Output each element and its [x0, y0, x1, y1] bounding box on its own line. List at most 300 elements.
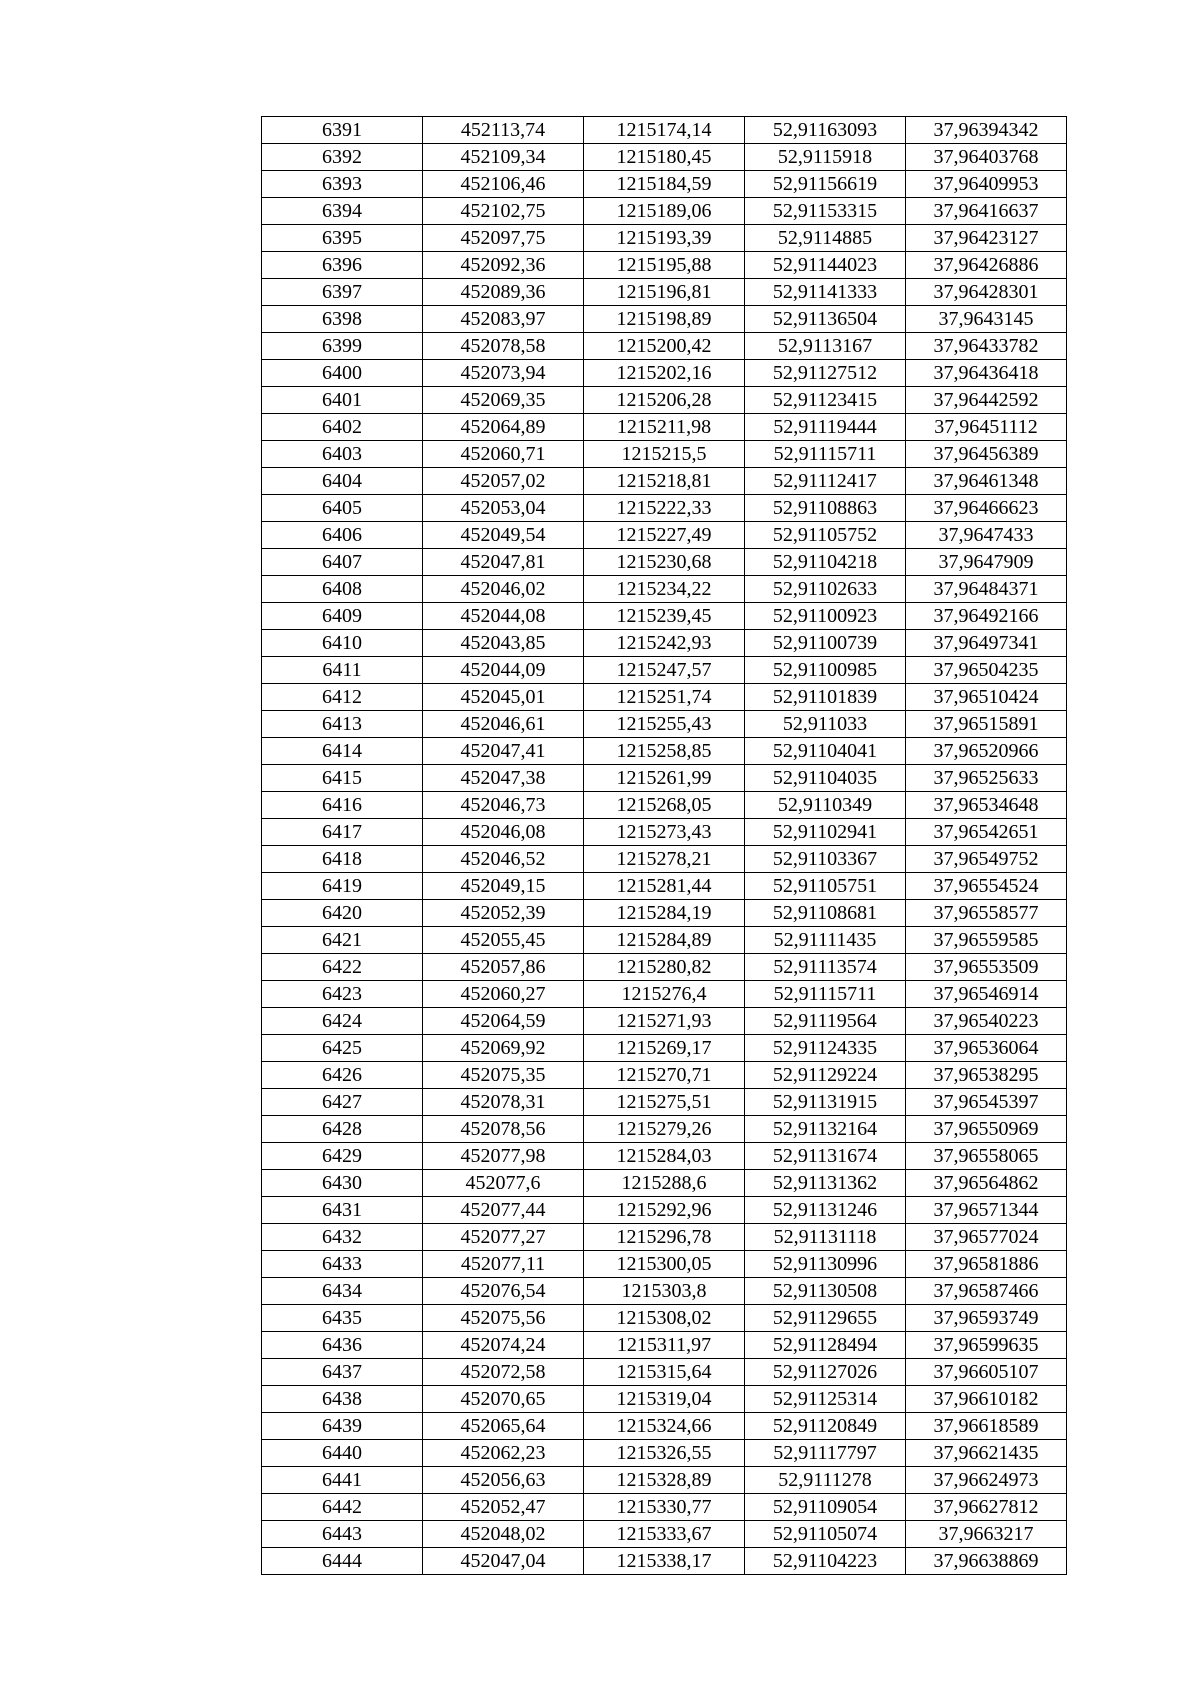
y-coordinate-cell: 1215227,49 [584, 522, 745, 549]
latitude-cell: 52,91104035 [745, 765, 906, 792]
point-number-cell: 6409 [262, 603, 423, 630]
x-coordinate-cell: 452062,23 [423, 1440, 584, 1467]
latitude-cell: 52,91100985 [745, 657, 906, 684]
table-row [262, 171, 1067, 198]
longitude-cell: 37,96564862 [906, 1170, 1067, 1197]
table-row [262, 1170, 1067, 1197]
latitude-cell: 52,91130508 [745, 1278, 906, 1305]
x-coordinate-cell: 452053,04 [423, 495, 584, 522]
y-coordinate-cell: 1215202,16 [584, 360, 745, 387]
point-number-cell: 6438 [262, 1386, 423, 1413]
table-row [262, 522, 1067, 549]
x-coordinate-cell: 452057,86 [423, 954, 584, 981]
y-coordinate-cell: 1215296,78 [584, 1224, 745, 1251]
latitude-cell: 52,9113167 [745, 333, 906, 360]
latitude-cell: 52,91129655 [745, 1305, 906, 1332]
table-row [262, 684, 1067, 711]
longitude-cell: 37,96549752 [906, 846, 1067, 873]
longitude-cell: 37,96550969 [906, 1116, 1067, 1143]
table-row [262, 819, 1067, 846]
longitude-cell: 37,96423127 [906, 225, 1067, 252]
y-coordinate-cell: 1215174,14 [584, 117, 745, 144]
x-coordinate-cell: 452069,35 [423, 387, 584, 414]
latitude-cell: 52,91125314 [745, 1386, 906, 1413]
x-coordinate-cell: 452046,02 [423, 576, 584, 603]
table-row [262, 495, 1067, 522]
latitude-cell: 52,91124335 [745, 1035, 906, 1062]
y-coordinate-cell: 1215270,71 [584, 1062, 745, 1089]
point-number-cell: 6394 [262, 198, 423, 225]
latitude-cell: 52,91100923 [745, 603, 906, 630]
point-number-cell: 6402 [262, 414, 423, 441]
y-coordinate-cell: 1215273,43 [584, 819, 745, 846]
longitude-cell: 37,96416637 [906, 198, 1067, 225]
x-coordinate-cell: 452055,45 [423, 927, 584, 954]
point-number-cell: 6403 [262, 441, 423, 468]
table-row [262, 1278, 1067, 1305]
point-number-cell: 6406 [262, 522, 423, 549]
point-number-cell: 6400 [262, 360, 423, 387]
longitude-cell: 37,96394342 [906, 117, 1067, 144]
point-number-cell: 6424 [262, 1008, 423, 1035]
x-coordinate-cell: 452049,15 [423, 873, 584, 900]
y-coordinate-cell: 1215292,96 [584, 1197, 745, 1224]
longitude-cell: 37,96546914 [906, 981, 1067, 1008]
y-coordinate-cell: 1215333,67 [584, 1521, 745, 1548]
latitude-cell: 52,91105752 [745, 522, 906, 549]
latitude-cell: 52,91108863 [745, 495, 906, 522]
longitude-cell: 37,96484371 [906, 576, 1067, 603]
table-row [262, 144, 1067, 171]
x-coordinate-cell: 452046,08 [423, 819, 584, 846]
y-coordinate-cell: 1215324,66 [584, 1413, 745, 1440]
x-coordinate-cell: 452047,38 [423, 765, 584, 792]
y-coordinate-cell: 1215261,99 [584, 765, 745, 792]
point-number-cell: 6410 [262, 630, 423, 657]
point-number-cell: 6421 [262, 927, 423, 954]
x-coordinate-cell: 452078,56 [423, 1116, 584, 1143]
latitude-cell: 52,91123415 [745, 387, 906, 414]
longitude-cell: 37,96599635 [906, 1332, 1067, 1359]
longitude-cell: 37,96554524 [906, 873, 1067, 900]
point-number-cell: 6420 [262, 900, 423, 927]
latitude-cell: 52,91131674 [745, 1143, 906, 1170]
x-coordinate-cell: 452077,27 [423, 1224, 584, 1251]
y-coordinate-cell: 1215330,77 [584, 1494, 745, 1521]
y-coordinate-cell: 1215251,74 [584, 684, 745, 711]
latitude-cell: 52,91120849 [745, 1413, 906, 1440]
longitude-cell: 37,96587466 [906, 1278, 1067, 1305]
latitude-cell: 52,91141333 [745, 279, 906, 306]
x-coordinate-cell: 452046,61 [423, 711, 584, 738]
point-number-cell: 6392 [262, 144, 423, 171]
point-number-cell: 6391 [262, 117, 423, 144]
y-coordinate-cell: 1215276,4 [584, 981, 745, 1008]
x-coordinate-cell: 452113,74 [423, 117, 584, 144]
longitude-cell: 37,96436418 [906, 360, 1067, 387]
longitude-cell: 37,96545397 [906, 1089, 1067, 1116]
point-number-cell: 6414 [262, 738, 423, 765]
latitude-cell: 52,9114885 [745, 225, 906, 252]
y-coordinate-cell: 1215280,82 [584, 954, 745, 981]
latitude-cell: 52,91136504 [745, 306, 906, 333]
y-coordinate-cell: 1215269,17 [584, 1035, 745, 1062]
y-coordinate-cell: 1215284,03 [584, 1143, 745, 1170]
latitude-cell: 52,91103367 [745, 846, 906, 873]
longitude-cell: 37,96525633 [906, 765, 1067, 792]
longitude-cell: 37,96553509 [906, 954, 1067, 981]
table-row [262, 549, 1067, 576]
y-coordinate-cell: 1215319,04 [584, 1386, 745, 1413]
y-coordinate-cell: 1215326,55 [584, 1440, 745, 1467]
y-coordinate-cell: 1215239,45 [584, 603, 745, 630]
latitude-cell: 52,9115918 [745, 144, 906, 171]
table-row [262, 1062, 1067, 1089]
table-row [262, 900, 1067, 927]
latitude-cell: 52,91104223 [745, 1548, 906, 1575]
table-row [262, 603, 1067, 630]
latitude-cell: 52,91153315 [745, 198, 906, 225]
y-coordinate-cell: 1215215,5 [584, 441, 745, 468]
y-coordinate-cell: 1215303,8 [584, 1278, 745, 1305]
latitude-cell: 52,91128494 [745, 1332, 906, 1359]
table-row [262, 846, 1067, 873]
table-row [262, 333, 1067, 360]
latitude-cell: 52,9111278 [745, 1467, 906, 1494]
x-coordinate-cell: 452048,02 [423, 1521, 584, 1548]
x-coordinate-cell: 452060,27 [423, 981, 584, 1008]
x-coordinate-cell: 452077,11 [423, 1251, 584, 1278]
y-coordinate-cell: 1215281,44 [584, 873, 745, 900]
latitude-cell: 52,91131362 [745, 1170, 906, 1197]
longitude-cell: 37,96610182 [906, 1386, 1067, 1413]
point-number-cell: 6416 [262, 792, 423, 819]
x-coordinate-cell: 452052,47 [423, 1494, 584, 1521]
longitude-cell: 37,9643145 [906, 306, 1067, 333]
latitude-cell: 52,91104041 [745, 738, 906, 765]
latitude-cell: 52,91131246 [745, 1197, 906, 1224]
longitude-cell: 37,96638869 [906, 1548, 1067, 1575]
longitude-cell: 37,96577024 [906, 1224, 1067, 1251]
x-coordinate-cell: 452075,56 [423, 1305, 584, 1332]
latitude-cell: 52,91105074 [745, 1521, 906, 1548]
point-number-cell: 6412 [262, 684, 423, 711]
longitude-cell: 37,96624973 [906, 1467, 1067, 1494]
latitude-cell: 52,91115711 [745, 441, 906, 468]
longitude-cell: 37,96558577 [906, 900, 1067, 927]
y-coordinate-cell: 1215230,68 [584, 549, 745, 576]
point-number-cell: 6399 [262, 333, 423, 360]
point-number-cell: 6419 [262, 873, 423, 900]
point-number-cell: 6430 [262, 1170, 423, 1197]
table-row [262, 468, 1067, 495]
y-coordinate-cell: 1215211,98 [584, 414, 745, 441]
x-coordinate-cell: 452089,36 [423, 279, 584, 306]
longitude-cell: 37,96426886 [906, 252, 1067, 279]
table-row [262, 1143, 1067, 1170]
point-number-cell: 6441 [262, 1467, 423, 1494]
latitude-cell: 52,91102633 [745, 576, 906, 603]
y-coordinate-cell: 1215300,05 [584, 1251, 745, 1278]
longitude-cell: 37,96428301 [906, 279, 1067, 306]
latitude-cell: 52,91131915 [745, 1089, 906, 1116]
latitude-cell: 52,9110349 [745, 792, 906, 819]
point-number-cell: 6413 [262, 711, 423, 738]
table-row [262, 765, 1067, 792]
longitude-cell: 37,96621435 [906, 1440, 1067, 1467]
point-number-cell: 6429 [262, 1143, 423, 1170]
x-coordinate-cell: 452069,92 [423, 1035, 584, 1062]
point-number-cell: 6411 [262, 657, 423, 684]
x-coordinate-cell: 452109,34 [423, 144, 584, 171]
table-row [262, 387, 1067, 414]
table-row [262, 225, 1067, 252]
table-row [262, 1224, 1067, 1251]
x-coordinate-cell: 452083,97 [423, 306, 584, 333]
table-row [262, 711, 1067, 738]
table-row [262, 360, 1067, 387]
point-number-cell: 6440 [262, 1440, 423, 1467]
latitude-cell: 52,91109054 [745, 1494, 906, 1521]
point-number-cell: 6431 [262, 1197, 423, 1224]
x-coordinate-cell: 452076,54 [423, 1278, 584, 1305]
x-coordinate-cell: 452077,44 [423, 1197, 584, 1224]
table-row [262, 1332, 1067, 1359]
longitude-cell: 37,96497341 [906, 630, 1067, 657]
table-row [262, 1089, 1067, 1116]
x-coordinate-cell: 452043,85 [423, 630, 584, 657]
longitude-cell: 37,96618589 [906, 1413, 1067, 1440]
y-coordinate-cell: 1215271,93 [584, 1008, 745, 1035]
longitude-cell: 37,96571344 [906, 1197, 1067, 1224]
table-row [262, 1494, 1067, 1521]
x-coordinate-cell: 452044,09 [423, 657, 584, 684]
longitude-cell: 37,96605107 [906, 1359, 1067, 1386]
latitude-cell: 52,91144023 [745, 252, 906, 279]
x-coordinate-cell: 452052,39 [423, 900, 584, 927]
latitude-cell: 52,91163093 [745, 117, 906, 144]
y-coordinate-cell: 1215218,81 [584, 468, 745, 495]
y-coordinate-cell: 1215279,26 [584, 1116, 745, 1143]
latitude-cell: 52,91131118 [745, 1224, 906, 1251]
point-number-cell: 6408 [262, 576, 423, 603]
x-coordinate-cell: 452075,35 [423, 1062, 584, 1089]
point-number-cell: 6393 [262, 171, 423, 198]
longitude-cell: 37,96538295 [906, 1062, 1067, 1089]
x-coordinate-cell: 452074,24 [423, 1332, 584, 1359]
point-number-cell: 6439 [262, 1413, 423, 1440]
point-number-cell: 6397 [262, 279, 423, 306]
y-coordinate-cell: 1215196,81 [584, 279, 745, 306]
table-row [262, 1521, 1067, 1548]
point-number-cell: 6404 [262, 468, 423, 495]
longitude-cell: 37,96515891 [906, 711, 1067, 738]
latitude-cell: 52,91156619 [745, 171, 906, 198]
x-coordinate-cell: 452077,98 [423, 1143, 584, 1170]
longitude-cell: 37,96403768 [906, 144, 1067, 171]
y-coordinate-cell: 1215198,89 [584, 306, 745, 333]
longitude-cell: 37,96409953 [906, 171, 1067, 198]
point-number-cell: 6426 [262, 1062, 423, 1089]
x-coordinate-cell: 452064,89 [423, 414, 584, 441]
point-number-cell: 6415 [262, 765, 423, 792]
y-coordinate-cell: 1215222,33 [584, 495, 745, 522]
latitude-cell: 52,911033 [745, 711, 906, 738]
longitude-cell: 37,96536064 [906, 1035, 1067, 1062]
longitude-cell: 37,96510424 [906, 684, 1067, 711]
point-number-cell: 6442 [262, 1494, 423, 1521]
table-row [262, 1413, 1067, 1440]
table-row [262, 1116, 1067, 1143]
latitude-cell: 52,91117797 [745, 1440, 906, 1467]
x-coordinate-cell: 452065,64 [423, 1413, 584, 1440]
point-number-cell: 6398 [262, 306, 423, 333]
longitude-cell: 37,9647909 [906, 549, 1067, 576]
longitude-cell: 37,96581886 [906, 1251, 1067, 1278]
y-coordinate-cell: 1215315,64 [584, 1359, 745, 1386]
x-coordinate-cell: 452046,52 [423, 846, 584, 873]
y-coordinate-cell: 1215275,51 [584, 1089, 745, 1116]
longitude-cell: 37,96559585 [906, 927, 1067, 954]
table-row [262, 279, 1067, 306]
point-number-cell: 6418 [262, 846, 423, 873]
longitude-cell: 37,96492166 [906, 603, 1067, 630]
table-row [262, 117, 1067, 144]
point-number-cell: 6422 [262, 954, 423, 981]
point-number-cell: 6417 [262, 819, 423, 846]
latitude-cell: 52,91105751 [745, 873, 906, 900]
table-row [262, 441, 1067, 468]
longitude-cell: 37,96534648 [906, 792, 1067, 819]
x-coordinate-cell: 452045,01 [423, 684, 584, 711]
table-row [262, 1386, 1067, 1413]
latitude-cell: 52,91132164 [745, 1116, 906, 1143]
y-coordinate-cell: 1215284,19 [584, 900, 745, 927]
table-row [262, 927, 1067, 954]
latitude-cell: 52,91127512 [745, 360, 906, 387]
y-coordinate-cell: 1215278,21 [584, 846, 745, 873]
x-coordinate-cell: 452070,65 [423, 1386, 584, 1413]
coordinates-table-body [262, 117, 1067, 1575]
table-row [262, 198, 1067, 225]
longitude-cell: 37,96542651 [906, 819, 1067, 846]
longitude-cell: 37,96504235 [906, 657, 1067, 684]
table-row [262, 657, 1067, 684]
longitude-cell: 37,96520966 [906, 738, 1067, 765]
table-row [262, 414, 1067, 441]
latitude-cell: 52,91129224 [745, 1062, 906, 1089]
x-coordinate-cell: 452102,75 [423, 198, 584, 225]
table-row [262, 630, 1067, 657]
point-number-cell: 6425 [262, 1035, 423, 1062]
latitude-cell: 52,91115711 [745, 981, 906, 1008]
latitude-cell: 52,91100739 [745, 630, 906, 657]
longitude-cell: 37,96593749 [906, 1305, 1067, 1332]
y-coordinate-cell: 1215311,97 [584, 1332, 745, 1359]
x-coordinate-cell: 452078,31 [423, 1089, 584, 1116]
longitude-cell: 37,96442592 [906, 387, 1067, 414]
point-number-cell: 6396 [262, 252, 423, 279]
table-row [262, 738, 1067, 765]
latitude-cell: 52,91111435 [745, 927, 906, 954]
point-number-cell: 6428 [262, 1116, 423, 1143]
point-number-cell: 6423 [262, 981, 423, 1008]
x-coordinate-cell: 452064,59 [423, 1008, 584, 1035]
point-number-cell: 6401 [262, 387, 423, 414]
y-coordinate-cell: 1215288,6 [584, 1170, 745, 1197]
table-row [262, 873, 1067, 900]
latitude-cell: 52,91112417 [745, 468, 906, 495]
latitude-cell: 52,91108681 [745, 900, 906, 927]
longitude-cell: 37,9647433 [906, 522, 1067, 549]
x-coordinate-cell: 452078,58 [423, 333, 584, 360]
latitude-cell: 52,91130996 [745, 1251, 906, 1278]
latitude-cell: 52,91127026 [745, 1359, 906, 1386]
longitude-cell: 37,96461348 [906, 468, 1067, 495]
x-coordinate-cell: 452047,81 [423, 549, 584, 576]
table-row [262, 1035, 1067, 1062]
x-coordinate-cell: 452056,63 [423, 1467, 584, 1494]
point-number-cell: 6432 [262, 1224, 423, 1251]
point-number-cell: 6405 [262, 495, 423, 522]
point-number-cell: 6437 [262, 1359, 423, 1386]
y-coordinate-cell: 1215284,89 [584, 927, 745, 954]
y-coordinate-cell: 1215255,43 [584, 711, 745, 738]
x-coordinate-cell: 452073,94 [423, 360, 584, 387]
y-coordinate-cell: 1215193,39 [584, 225, 745, 252]
table-row [262, 792, 1067, 819]
x-coordinate-cell: 452106,46 [423, 171, 584, 198]
y-coordinate-cell: 1215268,05 [584, 792, 745, 819]
table-row [262, 981, 1067, 1008]
longitude-cell: 37,96558065 [906, 1143, 1067, 1170]
point-number-cell: 6395 [262, 225, 423, 252]
longitude-cell: 37,96466623 [906, 495, 1067, 522]
longitude-cell: 37,96433782 [906, 333, 1067, 360]
x-coordinate-cell: 452046,73 [423, 792, 584, 819]
coordinates-table [261, 116, 1067, 1575]
table-row [262, 252, 1067, 279]
latitude-cell: 52,91119564 [745, 1008, 906, 1035]
y-coordinate-cell: 1215328,89 [584, 1467, 745, 1494]
point-number-cell: 6435 [262, 1305, 423, 1332]
longitude-cell: 37,96456389 [906, 441, 1067, 468]
table-row [262, 306, 1067, 333]
table-row [262, 1251, 1067, 1278]
y-coordinate-cell: 1215242,93 [584, 630, 745, 657]
y-coordinate-cell: 1215206,28 [584, 387, 745, 414]
table-row [262, 576, 1067, 603]
longitude-cell: 37,96451112 [906, 414, 1067, 441]
y-coordinate-cell: 1215247,57 [584, 657, 745, 684]
x-coordinate-cell: 452044,08 [423, 603, 584, 630]
y-coordinate-cell: 1215234,22 [584, 576, 745, 603]
y-coordinate-cell: 1215184,59 [584, 171, 745, 198]
latitude-cell: 52,91104218 [745, 549, 906, 576]
y-coordinate-cell: 1215189,06 [584, 198, 745, 225]
y-coordinate-cell: 1215180,45 [584, 144, 745, 171]
table-row [262, 1008, 1067, 1035]
x-coordinate-cell: 452047,04 [423, 1548, 584, 1575]
longitude-cell: 37,96540223 [906, 1008, 1067, 1035]
point-number-cell: 6436 [262, 1332, 423, 1359]
x-coordinate-cell: 452047,41 [423, 738, 584, 765]
point-number-cell: 6434 [262, 1278, 423, 1305]
point-number-cell: 6433 [262, 1251, 423, 1278]
x-coordinate-cell: 452077,6 [423, 1170, 584, 1197]
y-coordinate-cell: 1215258,85 [584, 738, 745, 765]
table-row [262, 1305, 1067, 1332]
